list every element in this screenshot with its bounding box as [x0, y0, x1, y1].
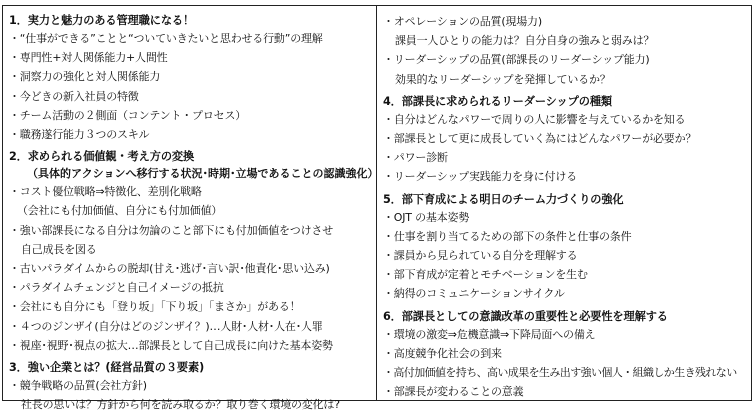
list-item: ・強い部課長になる自分は勿論のこと部下にも付加価値をつけさせ	[9, 223, 333, 237]
list-item: ・納得のコミュニケーションサイクル	[383, 287, 565, 301]
section-title: 6．部課長としての意識改革の重要性と必要性を理解する	[383, 309, 668, 323]
list-item: ・コスト優位戦略⇒特徴化、差別化戦略	[9, 185, 202, 199]
item-list	[9, 29, 370, 144]
section-3	[9, 359, 370, 414]
left-column	[3, 6, 379, 412]
section-subtitle: （具体的アクションへ移行する状況･時期･立場であることの認識強化）	[27, 167, 379, 181]
list-item: ・OJT の基本姿勢	[383, 210, 470, 224]
item-list	[383, 208, 745, 304]
item-list	[383, 110, 745, 187]
list-item: ・４つのジンザイ(自分はどのジンザイ？)…人財･人材･人在･人罪	[9, 319, 323, 333]
list-item: ・会社にも自分にも「登り坂」「下り坂」「まさか」がある！	[9, 300, 301, 314]
list-item: ・パワー診断	[383, 151, 448, 165]
list-item: ・洞察力の強化と対人関係能力	[9, 70, 161, 84]
list-item: ・自分はどんなパワーで周りの人に影響を与えているかを知る	[383, 112, 686, 126]
list-item: ・環境の激変⇒危機意識⇒下降局面への備え	[383, 327, 596, 341]
section-6	[383, 308, 745, 402]
section-title: 4．部課長に求められるリーダーシップの種類	[383, 94, 612, 108]
list-item: 効果的なリーダーシップを発揮しているか？	[395, 72, 611, 86]
list-item: ・部下育成が定着とモチベーションを生む	[383, 268, 588, 282]
list-item: 自己成長を図る	[21, 242, 97, 256]
item-list	[9, 376, 370, 414]
list-item: ・パラダイムチェンジと自己イメージの抵抗	[9, 281, 224, 295]
section-title: 2．求められる価値観・考え方の変換	[9, 150, 195, 164]
list-item: ・今どきの新入社員の特徴	[9, 89, 139, 103]
section-4	[383, 93, 745, 187]
right-column	[377, 6, 751, 400]
list-item: ・古いパラダイムからの脱却(甘え･逃げ･言い訳･他責化･思い込み)	[9, 262, 330, 276]
section-title: 5．部下育成による明日のチーム力づくりの強化	[383, 192, 624, 206]
list-item: ・職務遂行能力３つのスキル	[9, 128, 150, 142]
section-1	[9, 12, 370, 144]
list-item: 社長の思いは？方針から何を読み取るか？取り巻く環境の変化は?	[21, 398, 340, 412]
section-2	[9, 148, 379, 355]
list-item: ・部課長として更に成長していく為にはどんなパワーが必要か？	[383, 132, 697, 146]
list-item: ・高付加価値を持ち、高い成果を生み出す強い個人・組織しか生き残れない	[383, 366, 737, 380]
section-title: 3．強い企業とは？(経営品質の３要素)	[9, 361, 205, 375]
list-item: ・高度競争化社会の到来	[383, 346, 502, 360]
item-list	[383, 325, 745, 402]
list-item: ・部課長が変わることの意義	[383, 385, 524, 399]
list-item: （会社にも付加価値、自分にも付加価値）	[17, 204, 223, 218]
section-5	[383, 191, 745, 304]
list-item: ・チーム活動の２側面（コンテント・プロセス）	[9, 108, 247, 122]
section-title: 1．実力と魅力のある管理職になる！	[9, 14, 195, 27]
list-item: ・専門性+対人関係能力+人間性	[9, 51, 168, 65]
list-item: ・競争戦略の品質(会社方針)	[9, 379, 147, 393]
section-3-continued	[383, 12, 745, 89]
list-item: ・視座･視野･視点の拡大…部課長として自己成長に向けた基本姿勢	[9, 338, 333, 352]
list-item: ・課員から見られている自分を理解する	[383, 249, 578, 263]
list-item: ・オペレーションの品質(現場力)	[383, 15, 542, 28]
item-list	[9, 182, 370, 355]
list-item: ・“仕事ができる”ことと“ついていきたいと思わせる行動”の理解	[9, 32, 323, 45]
list-item: ・仕事を割り当てるための部下の条件と仕事の条件	[383, 229, 632, 243]
item-list	[383, 12, 745, 89]
list-item: ・リーダーシップの品質(部課長のリーダーシップ能力)	[383, 53, 650, 67]
list-item: ・リーダーシップ実践能力を身に付ける	[383, 170, 577, 184]
list-item: 課員一人ひとりの能力は？自分自身の強みと弱みは？	[395, 34, 655, 48]
content-table	[2, 5, 752, 412]
